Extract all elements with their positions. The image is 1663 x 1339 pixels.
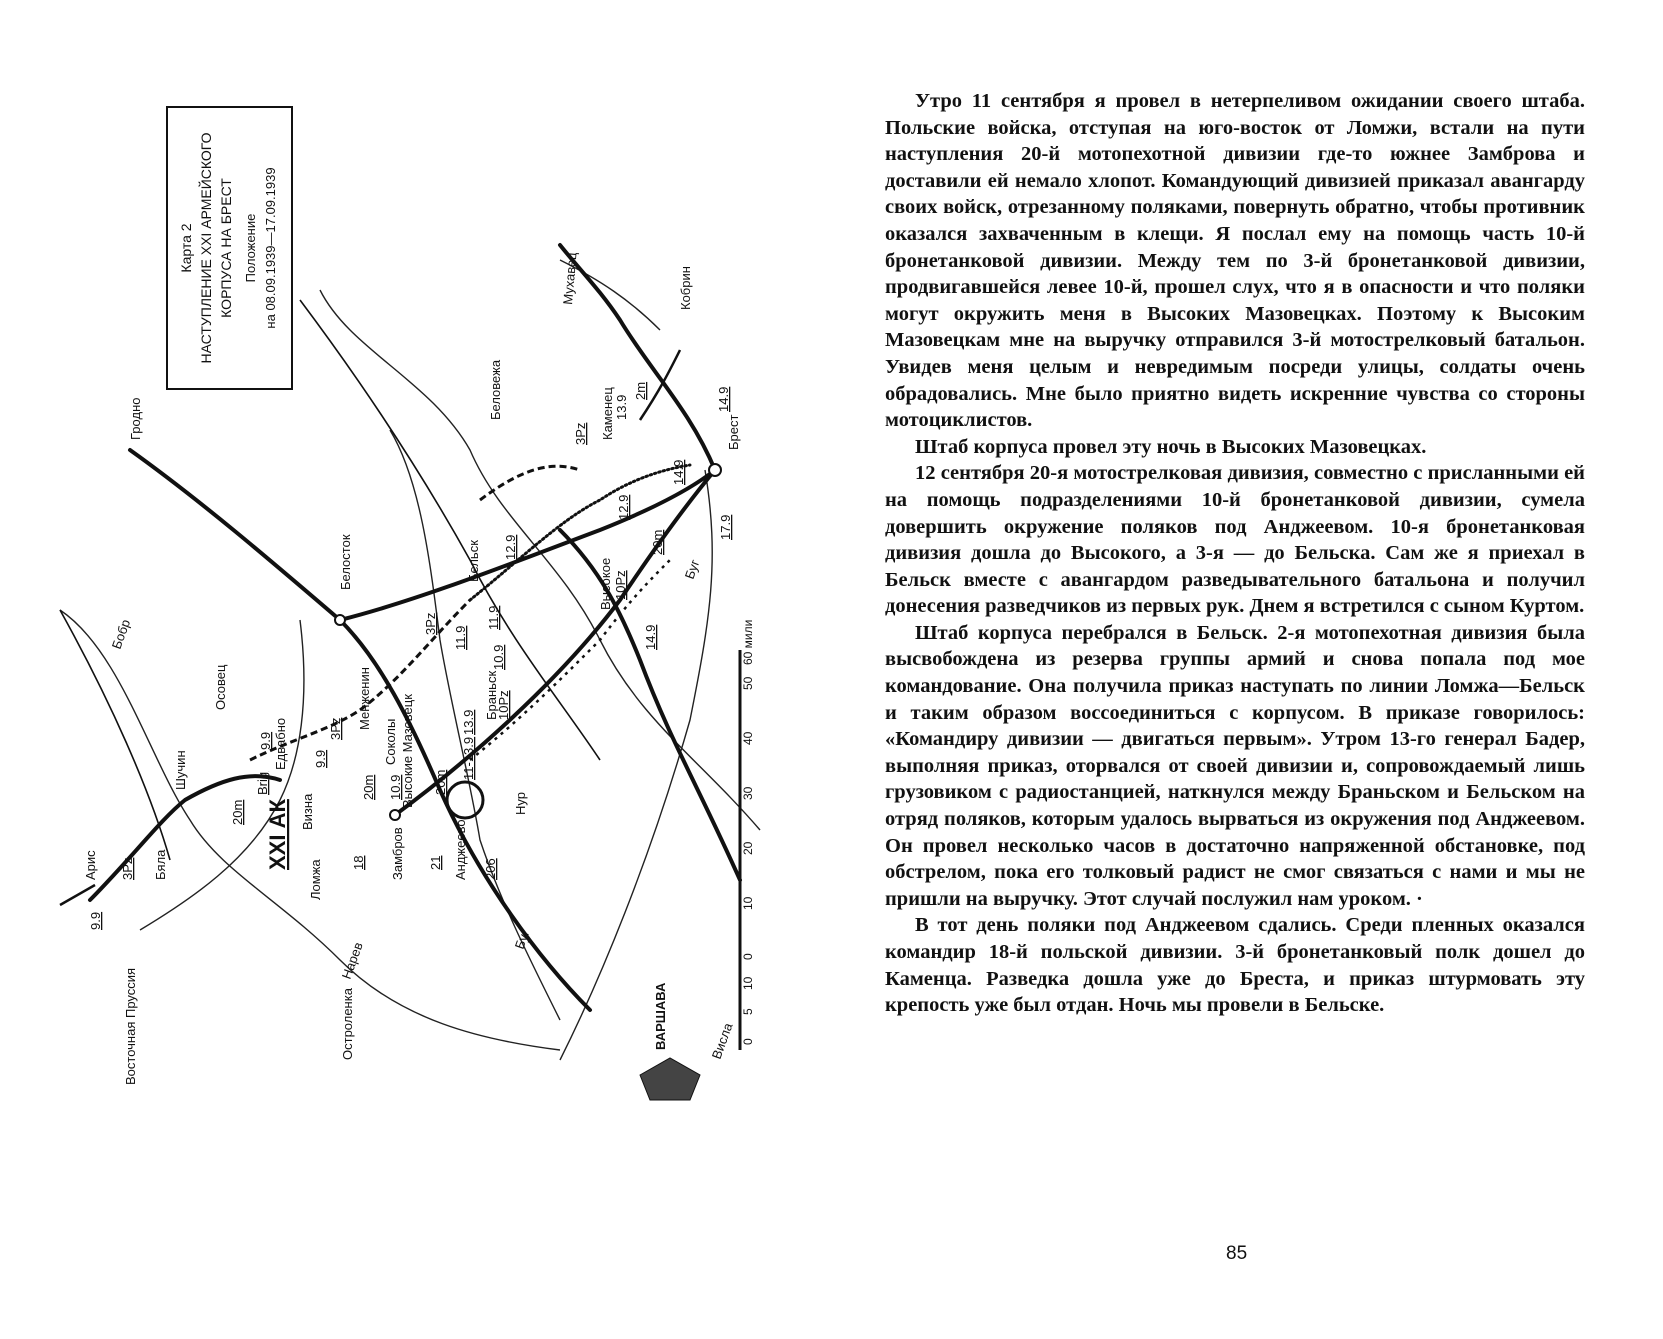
label-vizna: Визна: [300, 793, 315, 830]
label-east-prussia: Восточная Пруссия: [123, 967, 138, 1085]
road-vys-bielsk: [560, 530, 740, 880]
unit-14-9b: 14.9: [716, 386, 731, 412]
road-shuchin: [90, 776, 280, 900]
unit-10pz-b: 10Pz: [496, 690, 511, 720]
unit-18: 18: [351, 855, 366, 870]
scale-bar: [740, 620, 755, 1050]
paragraph-4: Штаб корпуса перебрался в Бельск. 2-я мотопехотная дивизия была высвобождена из резерва группы армий и снова попала под мое командование. Она получила приказ наступать по линии Ломжа—Бельск и таким образом воссоединиться с корпусом. В приказе говорилось: «Командиру дивизии — двигаться первым». Утром 13-го генерал Бадер, выполняя приказ, оторвался от своей дивизии и, сопровождаемый лишь грузовиком с радиостанцией, наткнулся между Браньском и Бельском на отряд поляков, которым удалось вырваться из окружения под Анджеевом. Он провел несколько часов в достаточно напряженной обстановке, под обстрелом, пока его толковый радист не смог связаться с нами и мы не пришли на выручку. Этот случай послужил нам уроком. ·: [885, 621, 1585, 910]
svg-text:Положение: Положение: [243, 213, 258, 283]
paragraph-1: Утро 11 сентября я провел в нетерпеливом ожидании своего штаба. Польские войска, отступая на юго-восток от Ломжи, встали на пути наступления 20-й мотопехотной дивизии где-то южнее Замброва и доставили ей немало хлопот. Командующий дивизией приказал авангарду своих войск, отрезанному поляками, повернуть обратно, чтобы противник оказался захваченным в клещи. Я послал ему на помощь часть 10-й бронетанковой дивизии. Между тем по 3-й бронетанковой дивизии, продвигавшейся левее 10-й, прошел слух, что я в опасности и что поляки могут окружить меня в Высоких Мазовецках. Поэтому к Высоким Мазовецкам мне на выручку отправился 3-й мотострелковый батальон. Увидев меня целым и невредимым посреди улицы, солдаты очень обрадовались. Мне было приятно видеть искренние чувства со стороны мотоциклистов.: [885, 90, 1585, 432]
label-narev: Нарев: [338, 940, 366, 982]
label-bobr: Бобр: [108, 617, 134, 652]
unit-10-9: 10.9: [491, 644, 506, 670]
scale-tick-4: 10: [741, 896, 755, 910]
label-menzhenin: Менженин: [357, 667, 372, 730]
unit-12-9b: 12.9: [503, 534, 518, 560]
label-grodno: Гродно: [128, 397, 143, 440]
label-aris: Арис: [83, 850, 98, 880]
scale-tick-6: 30: [741, 786, 755, 800]
label-lomzha: Ломжа: [308, 859, 323, 900]
bialystok-symbol: [335, 615, 345, 625]
scale-tick-3: 0: [741, 953, 755, 960]
label-vys-maz: Высокие Мазовецк: [400, 694, 415, 808]
label-vistula: Висла: [708, 1020, 736, 1062]
svg-text:на 08.09.1939—17.09.1939: на 08.09.1939—17.09.1939: [263, 167, 278, 329]
unit-21: 21: [428, 855, 443, 870]
scale-tick-2: 10: [741, 976, 755, 990]
label-kamenets-date: 13.9: [614, 394, 629, 420]
unit-13-9: 13.9: [461, 709, 476, 735]
unit-3pz-d: 3Pz: [120, 857, 135, 880]
unit-11-9a: 11.9: [453, 625, 468, 650]
label-zambrov: Замбров: [390, 827, 405, 880]
label-bielsk: Бельск: [466, 540, 481, 582]
unit-14-9a: 14.9: [671, 459, 686, 485]
scale-tick-7: 40: [741, 731, 755, 745]
label-osovets: Осовец: [213, 664, 228, 710]
label-ostrolenka: Остроленка: [340, 988, 355, 1060]
map-title: [178, 132, 278, 363]
text-column: [885, 88, 1585, 1019]
unit-20m-a: 20m: [650, 529, 665, 555]
unit-9-9a: 9.9: [258, 731, 273, 750]
unit-17-9: 17.9: [718, 514, 733, 540]
page-number: 85: [1226, 1243, 1248, 1264]
label-belovezha: Беловежа: [488, 359, 503, 420]
arrow-east-prussia: [60, 885, 95, 905]
scale-tick-8: 50: [741, 676, 755, 690]
paragraph-5: В тот день поляки под Анджеевом сдались. Среди пленных оказался командир 18-й польской дивизии. 3-й бронетанковый полк дошел до Каменца. Разведка дошла уже до Бреста, и приказ штурмовать эту крепость уже был отдан. Ночь мы провели в Бельске.: [885, 914, 1585, 1017]
scale-tick-5: 20: [741, 841, 755, 855]
unit-9-9c: 9.9: [88, 911, 103, 930]
unit-10pz-a: 10Pz: [613, 570, 628, 600]
unit-11-9b: 11.9: [486, 605, 501, 630]
label-sokoly: Соколы: [383, 718, 398, 765]
campaign-map: [0, 0, 800, 1339]
label-warsaw: ВАРШАВА: [653, 982, 668, 1050]
scale-tick-1: 5: [741, 1008, 755, 1015]
paragraph-3: 12 сентября 20-я мотострелковая дивизия, совместно с присланными ей на помощь подразделениями 10-й бронетанковой дивизии, сумела довершить окружение поляков под Анджеевом. 10-я бронетанковая дивизия дошла до Высокого, а 3-я — до Бельска. Сам же я приехал в Бельск вместе с авангардом разведывательного батальона и получил донесения разведчиков из первых рук. Днем я встретился с сыном Куртом.: [885, 462, 1585, 618]
svg-text:Карта 2: Карта 2: [178, 223, 194, 273]
scale-tick-0: 0: [741, 1038, 755, 1045]
label-biala: Бяла: [153, 849, 168, 880]
label-kobrin: Кобрин: [678, 266, 693, 310]
warsaw-symbol: [640, 1058, 700, 1100]
unit-3pz-c: 3Pz: [328, 717, 343, 740]
scale-unit: 60 мили: [741, 619, 755, 665]
unit-11-13-9: 11-13.9: [461, 736, 476, 780]
label-bug-2: Буг: [511, 927, 533, 952]
svg-text:НАСТУПЛЕНИЕ XXI АРМЕЙСКОГО: НАСТУПЛЕНИЕ XXI АРМЕЙСКОГО: [198, 132, 214, 364]
label-bialystok: Белосток: [338, 534, 353, 590]
label-vysokoe: Высокое: [598, 557, 613, 610]
unit-12-9: 12.9: [616, 494, 631, 520]
unit-14-9c: 14.9: [643, 624, 658, 650]
label-bug-1: Буг: [681, 557, 703, 582]
label-nur: Нур: [513, 792, 528, 815]
label-brest: Брест: [726, 414, 741, 450]
unit-9-9b: 9.9: [313, 749, 328, 768]
label-kamenets: Каменец: [600, 387, 615, 440]
zambrov-symbol: [390, 810, 400, 820]
label-shuchin: Шучин: [173, 750, 188, 790]
label-andzheevo: Анджеево: [453, 819, 468, 880]
unit-10-9b: 10.9: [388, 774, 403, 800]
unit-206: 206: [483, 858, 498, 880]
andzheevo-pocket: [447, 782, 483, 818]
brest-symbol: [709, 464, 721, 476]
unit-20m-b: 20m: [230, 799, 245, 825]
road-zambrov-brest: [395, 470, 715, 815]
unit-20m-c: 20m: [361, 774, 376, 800]
unit-20m-d: 20m: [433, 769, 448, 795]
unit-3pz-b: 3Pz: [423, 612, 438, 635]
label-branck: Браньск: [484, 670, 499, 720]
label-edvabno: Едвабно: [273, 717, 288, 770]
paragraph-2: Штаб корпуса провел эту ночь в Высоких Мазовецках.: [915, 435, 1427, 458]
unit-2m: 2m: [633, 381, 648, 400]
unit-brig: Brig: [255, 771, 270, 795]
svg-text:КОРПУСА НА БРЕСТ: КОРПУСА НА БРЕСТ: [218, 178, 234, 318]
unit-3pz-top: 3Pz: [573, 422, 588, 445]
label-mukhavets: Мухавец: [560, 251, 580, 306]
label-corps: XXI АК: [265, 799, 290, 870]
